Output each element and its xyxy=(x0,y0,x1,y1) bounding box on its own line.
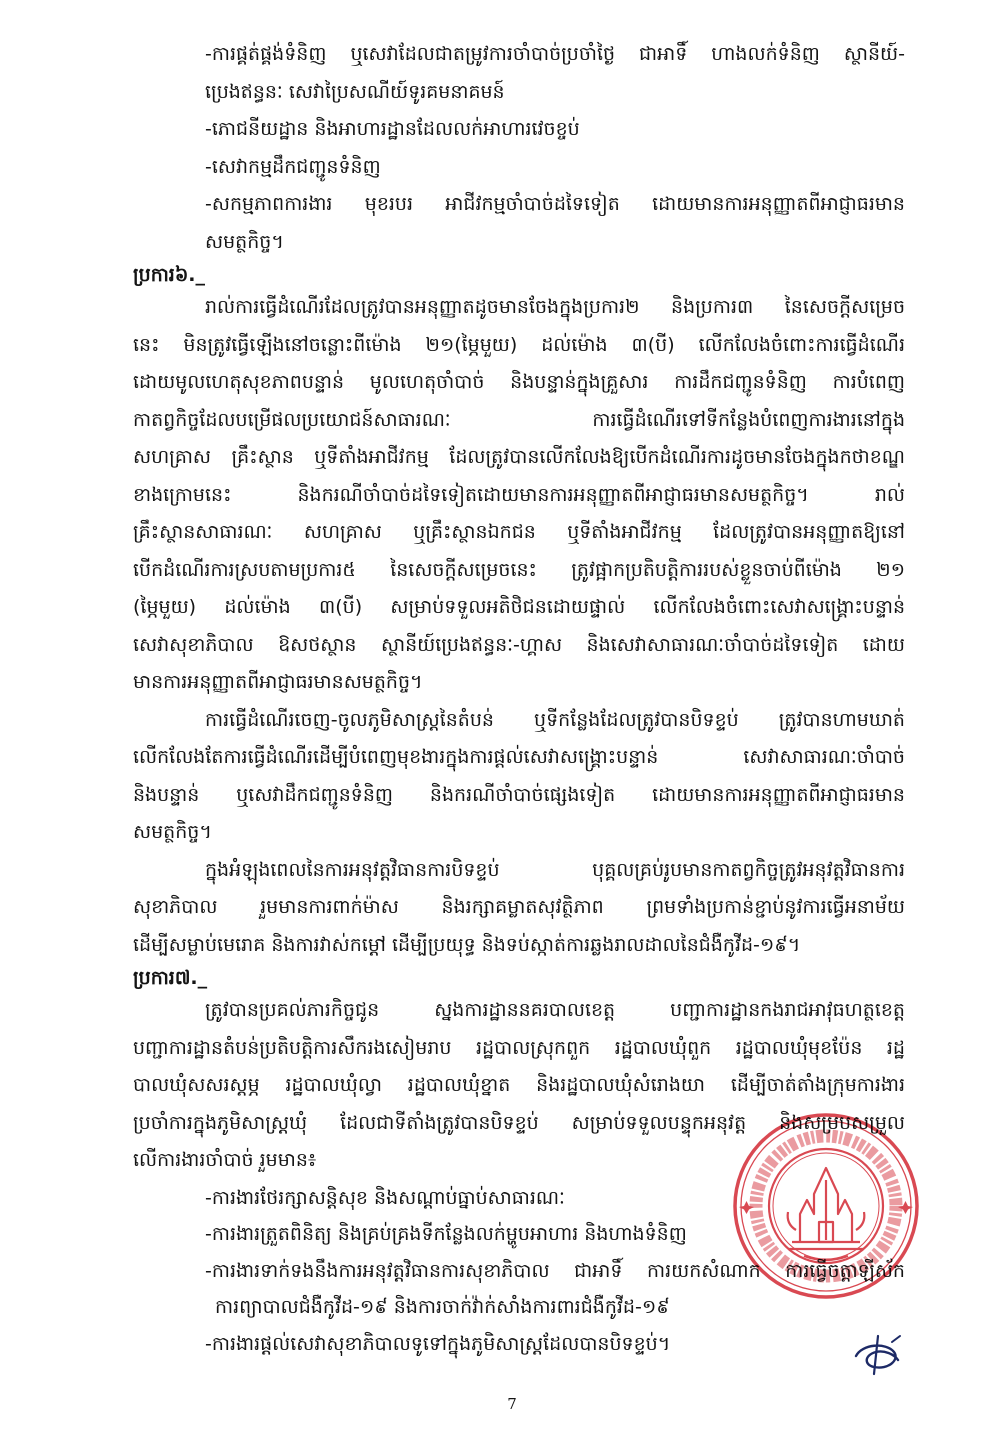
list-item-line: -ការផ្គត់ផ្គង់ទំនិញ ឬសេវាដែលជាតម្រូវការចាំបាច់ប្រចាំថ្ងៃ ជាអាទិ៍ ហាងលក់ទំនិញ ស្ថានីយ៍- xyxy=(205,43,905,65)
list-item-line: -ការងារថែរក្សាសន្តិសុខ និងសណ្តាប់ធ្នាប់សាធារណៈ xyxy=(205,1186,565,1209)
paragraph-line: កាតព្វកិច្ចដែលបម្រើផលប្រយោជន៍សាធារណៈ ការធ្វើដំណើរទៅទីកន្លែងបំពេញការងារនៅក្នុង xyxy=(133,408,905,431)
article-6 xyxy=(133,261,905,964)
paragraph-line: លើកលែងតែការធ្វើដំណើរដើម្បីបំពេញមុខងារក្នុងការផ្តល់សេវាសង្គ្រោះបន្ទាន់ សេវាសាធារណៈចាំបាច់ xyxy=(133,746,905,768)
paragraph-line: និងបន្ទាន់ ឬសេវាដឹកជញ្ជូនទំនិញ និងករណីចាំបាច់ផ្សេងទៀត ដោយមានការអនុញ្ញាតពីអាជ្ញាធរមាន xyxy=(133,783,905,806)
paragraph-line: មានការអនុញ្ញាតពីអាជ្ញាធរមានសមត្ថកិច្ច។ xyxy=(133,671,423,693)
paragraph-line: ដោយមូលហេតុសុខភាពបន្ទាន់ មូលហេតុចាំបាច់ និងបន្ទាន់ក្នុងគ្រួសារ ការដឹកជញ្ជូនទំនិញ ការបំពេញ xyxy=(133,371,905,393)
paragraph-line: ការធ្វើដំណើរចេញ-ចូលភូមិសាស្ត្រនៃតំបន់ ឬទីកន្លែងដែលត្រូវបានបិទខ្ទប់ ត្រូវបានហាមឃាត់ xyxy=(205,708,905,731)
article-heading: ប្រការ៧._ xyxy=(133,967,208,989)
official-seal-stamp xyxy=(730,1110,922,1302)
seal-emblem xyxy=(788,1168,865,1260)
paragraph-line: សេវាសុខាភិបាល ឱសថស្ថាន ស្ថានីយ៍ប្រេងឥន្ធនៈ-ហ្គាស និងសេវាសាធារណៈចាំបាច់ដទៃទៀត ដោយ xyxy=(133,633,905,656)
continued-list xyxy=(133,36,905,261)
paragraph-line: សហគ្រាស គ្រឹះស្ថាន ឬទីតាំងអាជីវកម្ម ដែលត្រូវបានលើកលែងឱ្យបើកដំណើរការដូចមានចែងក្នុងកថាខណ្ឌ xyxy=(133,446,905,468)
paragraph-line: ក្នុងអំឡុងពេលនៃការអនុវត្តវិធានការបិទខ្ទប់ បុគ្គលគ្រប់រូបមានកាតព្វកិច្ចត្រូវអនុវត្តវិធានការ xyxy=(205,858,905,881)
paragraph-line: បាលឃុំសសរស្តម្ភ រដ្ឋបាលឃុំល្វា រដ្ឋបាលឃុំខ្នាត និងរដ្ឋបាលឃុំសំរោងយា ដើម្បីចាត់តាំងក្រុមការងារ xyxy=(133,1074,905,1096)
paragraph-line: លើការងារចាំបាច់ រួមមាន៖ xyxy=(133,1149,317,1171)
paragraph-line: ខាងក្រោមនេះ និងករណីចាំបាច់ដទៃទៀតដោយមានការអនុញ្ញាតពីអាជ្ញាធរមានសមត្ថកិច្ច។ រាល់ xyxy=(133,483,905,506)
list-item-line: សមត្ថកិច្ច។ xyxy=(205,230,284,253)
paragraph xyxy=(133,702,905,852)
list-item-line: -ភោជនីយដ្ឋាន និងអាហារដ្ឋានដែលលក់អាហារវេចខ្ចប់ xyxy=(205,118,580,140)
paragraph-line: គ្រឹះស្ថានសាធារណៈ សហគ្រាស ឬគ្រឹះស្ថានឯកជន ឬទីតាំងអាជីវកម្ម ដែលត្រូវបានអនុញ្ញាតឱ្យនៅ xyxy=(133,521,905,543)
paragraph-line: ត្រូវបានប្រគល់ភារកិច្ចជូន ស្នងការដ្ឋាននគរបាលខេត្ត បញ្ជាការដ្ឋានកងរាជអាវុធហត្ថខេត្ត xyxy=(205,999,905,1021)
page-number: 7 xyxy=(507,1395,517,1413)
list-item-line: -ការងារផ្តល់សេវាសុខាភិបាលទូទៅក្នុងភូមិសាស្ត្រដែលបានបិទខ្ទប់។ xyxy=(205,1332,671,1355)
paragraph-line: (ម្ភៃមួយ) ដល់ម៉ោង ៣(បី) សម្រាប់ទទួលអតិថិជនដោយផ្ទាល់ លើកលែងចំពោះសេវាសង្គ្រោះបន្ទាន់ xyxy=(133,596,905,618)
paragraph xyxy=(133,289,905,702)
signature-mark xyxy=(848,1328,908,1380)
list-item-line: -សកម្មភាពការងារ មុខរបរ អាជីវកម្មចាំបាច់ដទៃទៀត ដោយមានការអនុញ្ញាតពីអាជ្ញាធរមាន xyxy=(205,193,905,215)
list-item-line: -ការងារទាក់ទងនឹងការអនុវត្តវិធានការសុខាភិបាល ជាអាទិ៍ ការយកសំណាក ការធ្វើចត្តាឡីស័ក xyxy=(205,1259,905,1282)
paragraph-line: រាល់ការធ្វើដំណើរដែលត្រូវបានអនុញ្ញាតដូចមានចែងក្នុងប្រការ២ និងប្រការ៣ នៃសេចក្តីសម្រេច xyxy=(205,296,905,318)
paragraph-line: បើកដំណើរការស្របតាមប្រការ៥ នៃសេចក្តីសម្រេចនេះ ត្រូវផ្អាកប្រតិបត្តិការរបស់ខ្លួនចាប់ពីម៉ោង ២១ xyxy=(133,558,905,581)
paragraph-line: បញ្ជាការដ្ឋានតំបន់ប្រតិបត្តិការសឹករងសៀមរាប រដ្ឋបាលស្រុកពួក រដ្ឋបាលឃុំពួក រដ្ឋបាលឃុំមុខប៉ែន រដ្ឋ xyxy=(133,1036,905,1059)
paragraph-line: សុខាភិបាល រួមមានការពាក់ម៉ាស និងរក្សាគម្លាតសុវត្ថិភាព ព្រមទាំងប្រកាន់ខ្ជាប់នូវការធ្វើអនាម័យ xyxy=(133,896,905,918)
list-item-line: ប្រេងឥន្ធនៈ សេវាប្រៃសណីយ៍ទូរគមនាគមន៍ xyxy=(205,80,505,103)
paragraph-line: ដើម្បីសម្លាប់មេរោគ និងការវាស់កម្តៅ ដើម្បីប្រយុទ្ធ និងទប់ស្កាត់ការឆ្លងរាលដាលនៃជំងឺកូវីដ-១៩។ xyxy=(133,933,801,956)
paragraph-line: ប្រចាំការក្នុងភូមិសាស្ត្រឃុំ ដែលជាទីតាំងត្រូវបានបិទខ្ទប់ សម្រាប់ទទួលបន្ទុកអនុវត្ត និងសម្របសម្រួល xyxy=(133,1111,905,1134)
list-item-line: ការព្យាបាលជំងឺកូវីដ-១៩ និងការចាក់វ៉ាក់សាំងការពារជំងឺកូវីដ-១៩ xyxy=(215,1296,670,1318)
paragraph-line: សមត្ថកិច្ច។ xyxy=(133,821,212,843)
paragraph-line: នេះ មិនត្រូវធ្វើឡើងនៅចន្លោះពីម៉ោង ២១(ម្ភៃមួយ) ដល់ម៉ោង ៣(បី) លើកលែងចំពោះការធ្វើដំណើរ xyxy=(133,333,905,356)
list-item-line: -សេវាកម្មដឹកជញ្ជូនទំនិញ xyxy=(205,155,381,178)
article-heading: ប្រការ៦._ xyxy=(133,264,206,286)
list-item-line: -ការងារត្រួតពិនិត្យ និងគ្រប់គ្រងទីកន្លែងលក់ម្ហូបអាហារ និងហាងទំនិញ xyxy=(205,1223,687,1245)
paragraph xyxy=(133,852,905,965)
